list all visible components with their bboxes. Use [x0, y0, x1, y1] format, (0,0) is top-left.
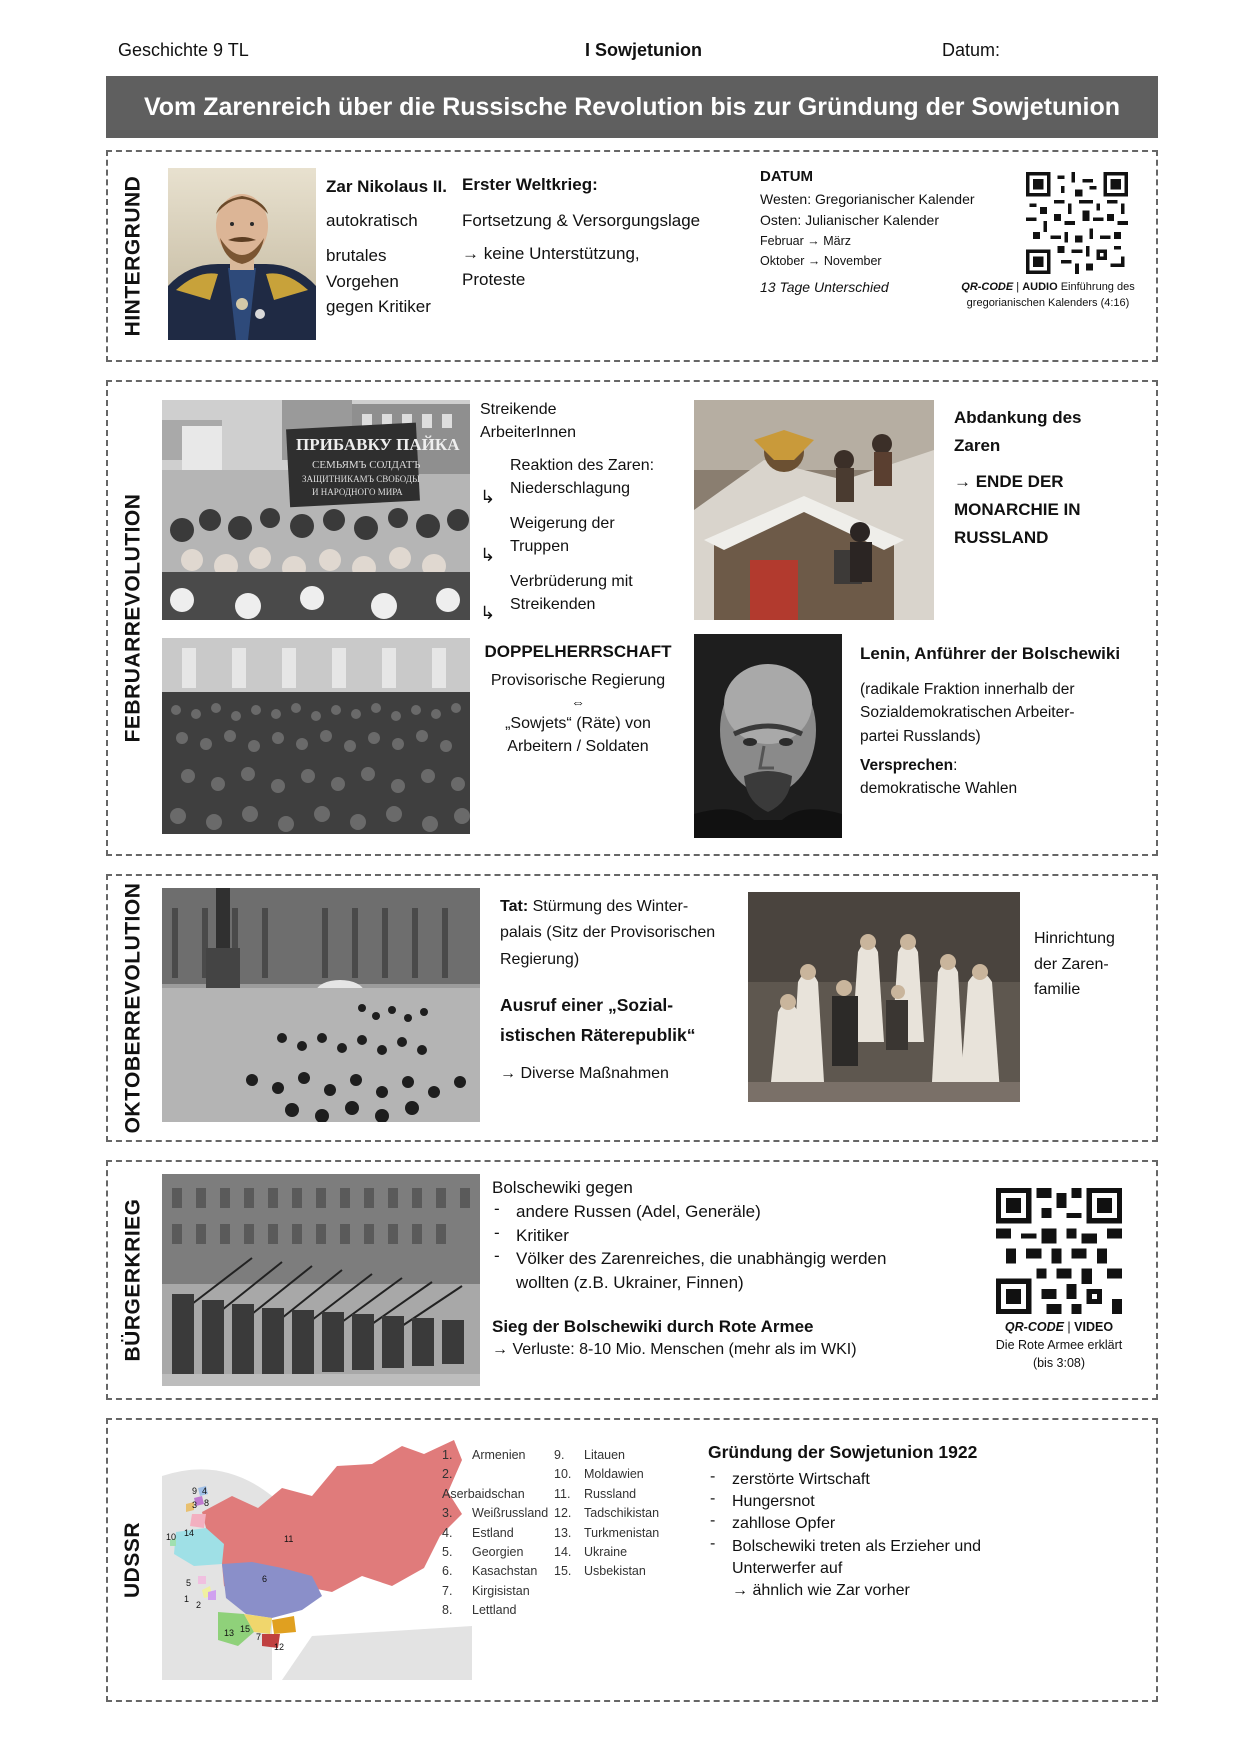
qr-tag: QR-CODE — [1004, 1320, 1064, 1334]
section-udssr — [106, 1418, 1158, 1702]
strike-line: ArbeiterInnen — [480, 424, 577, 442]
execution-line: der Zaren- — [1034, 955, 1109, 973]
republic-item: 12. Tadschikistan — [554, 1506, 660, 1521]
republic-item: 1. Armenien — [442, 1448, 526, 1462]
map-number-label: 8 — [204, 1498, 210, 1508]
republic-item: 5. Georgien — [442, 1544, 524, 1559]
promise-label: Versprechen: — [860, 756, 958, 774]
republic-item: 15. Usbekistan — [554, 1564, 646, 1579]
world-war-text: → keine Unterstützung, — [462, 244, 640, 263]
measures: → Diverse Maßnahmen — [500, 1064, 669, 1082]
execution-line: Hinrichtung — [1034, 930, 1115, 947]
calendar-feb: Februar → März — [760, 234, 851, 248]
losses: → Verluste: 8-10 Mio. Menschen (mehr als im WKI) — [492, 1340, 857, 1358]
tsar-family-photo — [748, 892, 1020, 1102]
republics-list-1 — [442, 1446, 552, 1620]
comparison: → ähnlich wie Zar vorher — [732, 1582, 910, 1600]
list-item: - zahllose Opfer — [708, 1513, 998, 1535]
abdication-heading-2: Zaren — [954, 436, 1001, 456]
qr-tag: QR-CODE — [961, 281, 1014, 293]
map-number-label: 3 — [192, 1500, 198, 1510]
qr-media: AUDIO — [1022, 281, 1058, 293]
republics-list-2 — [554, 1446, 674, 1582]
qr-desc: Einführung des — [1060, 281, 1135, 293]
unit-label: I Sowjetunion — [585, 40, 702, 60]
banner-line-2: СЕМЬЯМЪ СОЛДАТЪ — [312, 459, 421, 471]
map-number-label: 1 — [184, 1594, 190, 1604]
calendar-oct: Oktober → November — [760, 254, 882, 268]
qr-caption-audio: QR-CODE | AUDIO Einführung des gregorianischen Kalenders (4:16) — [961, 281, 1135, 309]
strike-line: Streikende — [480, 401, 557, 418]
tsar-text-line: Vorgehen — [326, 271, 399, 291]
reaction-list — [480, 454, 690, 628]
oktober-text — [500, 894, 740, 1087]
world-war-text: Proteste — [462, 269, 526, 289]
lenin-line: (radikale Fraktion innerhalb der — [860, 681, 1075, 698]
world-war-block — [462, 172, 724, 292]
georgia-region — [198, 1576, 206, 1584]
map-number-label: 15 — [240, 1624, 251, 1634]
tsar-portrait-image — [168, 168, 316, 340]
monarchy-end: → ENDE DER — [954, 472, 1064, 492]
republic-item: 7. Kirgisistan — [442, 1583, 530, 1598]
list-item: - Bolschewiki treten als Erzieher und Unterwerfer auf — [708, 1536, 998, 1581]
section-label: FEBRUARREVOLUTION — [121, 493, 144, 743]
section-februarrevolution — [106, 380, 1158, 856]
dual-power-heading: DOPPELHERRSCHAFT — [484, 642, 672, 661]
calendar-east: Osten: Julianischer Kalender — [760, 212, 939, 228]
execution-text — [1034, 926, 1154, 1003]
abdication-heading: Abdankung des — [954, 408, 1082, 427]
republic-item: 6. Kasachstan — [442, 1564, 538, 1579]
tsar-text-line: gegen Kritiker — [326, 297, 431, 316]
lenin-text — [860, 644, 1150, 800]
page-title: Vom Zarenreich über die Russische Revolution bis zur Gründung der Sowjetunion — [106, 76, 1158, 138]
banner-line-4: И НАРОДНОГО МИРА — [312, 487, 403, 497]
red-army-photo — [162, 1174, 480, 1386]
lenin-line: partei Russlands) — [860, 727, 981, 745]
map-number-label: 13 — [224, 1628, 235, 1638]
section-oktoberrevolution — [106, 874, 1158, 1142]
section-label: BÜRGERKRIEG — [121, 1198, 145, 1362]
lenin-line: Sozialdemokratischen Arbeiter- — [860, 704, 1075, 722]
reaction-item: ↳ Reaktion des Zaren: Niederschlagung — [480, 454, 690, 512]
winter-palace-photo — [162, 888, 480, 1122]
execution-line: familie — [1034, 981, 1081, 999]
republic-item: 9. Litauen — [554, 1448, 626, 1462]
republic-item: 11. Russland — [554, 1486, 637, 1501]
map-number-label: 7 — [256, 1632, 262, 1642]
calendar-heading: DATUM — [760, 168, 814, 185]
list-item: - andere Russen (Adel, Generäle) — [492, 1200, 922, 1224]
protest-photo — [162, 400, 470, 620]
republic-item: 14. Ukraine — [554, 1544, 628, 1559]
section-buergerkrieg — [106, 1160, 1158, 1400]
turn-arrow-icon: ↳ — [480, 486, 496, 507]
qr-caption-video: QR-CODE | VIDEO Die Rote Armee erklärt (bis 3:08) — [995, 1320, 1123, 1371]
map-number-label: 9 — [192, 1486, 198, 1496]
map-number-label: 2 — [196, 1600, 202, 1610]
reaction-item: ↳ Verbrüderung mit Streikenden — [480, 570, 690, 628]
foundation-heading: Gründung der Sowjetunion 1922 — [708, 1442, 978, 1462]
world-war-heading: Erster Weltkrieg: — [462, 175, 598, 194]
lenin-heading: Lenin, Anführer der Bolschewiki — [860, 644, 1121, 663]
list-item: - Kritiker — [492, 1224, 922, 1248]
abdication-text — [954, 404, 1154, 552]
opponents-heading: Bolschewiki gegen — [492, 1178, 633, 1197]
proclamation: Ausruf einer „Sozial- — [500, 995, 674, 1016]
assembly-photo — [162, 638, 470, 834]
opponents-list — [492, 1200, 922, 1295]
monarchy-end-3: RUSSLAND — [954, 528, 1049, 548]
foundation-block — [708, 1440, 998, 1603]
map-number-label: 14 — [184, 1528, 195, 1538]
turn-arrow-icon: ↳ — [480, 544, 496, 565]
map-number-label: 10 — [166, 1532, 177, 1542]
republic-item: 3. Weißrussland — [442, 1506, 549, 1521]
ussr-map — [162, 1436, 472, 1680]
map-number-label: 4 — [202, 1486, 208, 1496]
double-arrow-icon: ⇔ — [571, 693, 585, 710]
map-number-label: 6 — [262, 1574, 268, 1584]
calendar-difference: 13 Tage Unterschied — [760, 279, 889, 295]
qr-code-video[interactable] — [996, 1188, 1122, 1314]
dual-power-line: „Sowjets“ (Räte) von — [505, 715, 651, 733]
banner-line-1: ПРИБАВКУ ПАЙКА — [296, 435, 460, 454]
republic-item: 10. Moldawien — [554, 1467, 644, 1482]
section-label: UDSSR — [121, 1521, 145, 1599]
proclamation-2: istischen Räterepublik“ — [500, 1024, 696, 1045]
dual-power-line: Arbeitern / Soldaten — [507, 738, 649, 756]
republic-item: 13. Turkmenistan — [554, 1525, 660, 1540]
date-label: Datum: — [942, 40, 1001, 60]
action-line: palais (Sitz der Provisorischen — [500, 924, 716, 942]
republic-item: 2.Aserbaidschan — [442, 1467, 525, 1501]
tsar-heading: Zar Nikolaus II. — [326, 177, 447, 196]
map-number-label: 12 — [274, 1642, 285, 1652]
action-line: Regierung) — [500, 950, 580, 968]
civil-war-text — [492, 1176, 922, 1361]
strike-text — [480, 398, 680, 444]
list-item: - Völker des Zarenreiches, die unabhängig werden wollten (z.B. Ukrainer, Finnen) — [492, 1247, 922, 1295]
qr-desc-2: (bis 3:08) — [1032, 1356, 1086, 1371]
list-item: - zerstörte Wirtschaft — [708, 1469, 998, 1491]
promise-value: demokratische Wahlen — [860, 780, 1018, 797]
qr-media: VIDEO — [1074, 1320, 1114, 1334]
map-number-label: 11 — [284, 1534, 294, 1544]
reaction-item: ↳ Weigerung der Truppen — [480, 512, 690, 570]
tsar-text-block — [326, 174, 456, 320]
calendar-block — [760, 168, 1000, 298]
banner-line-3: ЗАЩИТНИКАМЪ СВОБОДЫ — [302, 474, 420, 484]
republic-item: 8. Lettland — [442, 1603, 517, 1617]
lenin-portrait — [694, 634, 842, 838]
turn-arrow-icon: ↳ — [480, 602, 496, 623]
action-line: Tat: Stürmung des Winter- — [500, 898, 689, 915]
qr-code-audio[interactable] — [1026, 172, 1128, 274]
subject-label: Geschichte 9 TL — [118, 40, 249, 60]
calendar-west: Westen: Gregorianischer Kalender — [760, 191, 975, 207]
section-label: HINTERGRUND — [121, 175, 145, 337]
victory-heading: Sieg der Bolschewiki durch Rote Armee — [492, 1316, 814, 1336]
belarus-region — [190, 1514, 206, 1528]
republic-item: 4. Estland — [442, 1525, 514, 1540]
abdication-painting — [694, 400, 934, 620]
dual-power-block — [480, 640, 676, 759]
monarchy-end-2: MONARCHIE IN — [954, 500, 1081, 520]
tsar-text-line: brutales — [326, 246, 387, 265]
foundation-list — [708, 1469, 998, 1581]
list-item: - Hungersnot — [708, 1491, 998, 1513]
section-label: OKTOBERREVOLUTION — [121, 882, 145, 1134]
tsar-trait: autokratisch — [326, 210, 418, 230]
map-number-label: 5 — [186, 1578, 192, 1588]
qr-desc: Die Rote Armee erklärt — [995, 1338, 1123, 1353]
dual-power-line: Provisorische Regierung — [490, 671, 666, 689]
section-hintergrund — [106, 150, 1158, 362]
world-war-text: Fortsetzung & Versorgungslage — [462, 210, 701, 230]
qr-desc-2: gregorianischen Kalenders (4:16) — [966, 296, 1130, 309]
